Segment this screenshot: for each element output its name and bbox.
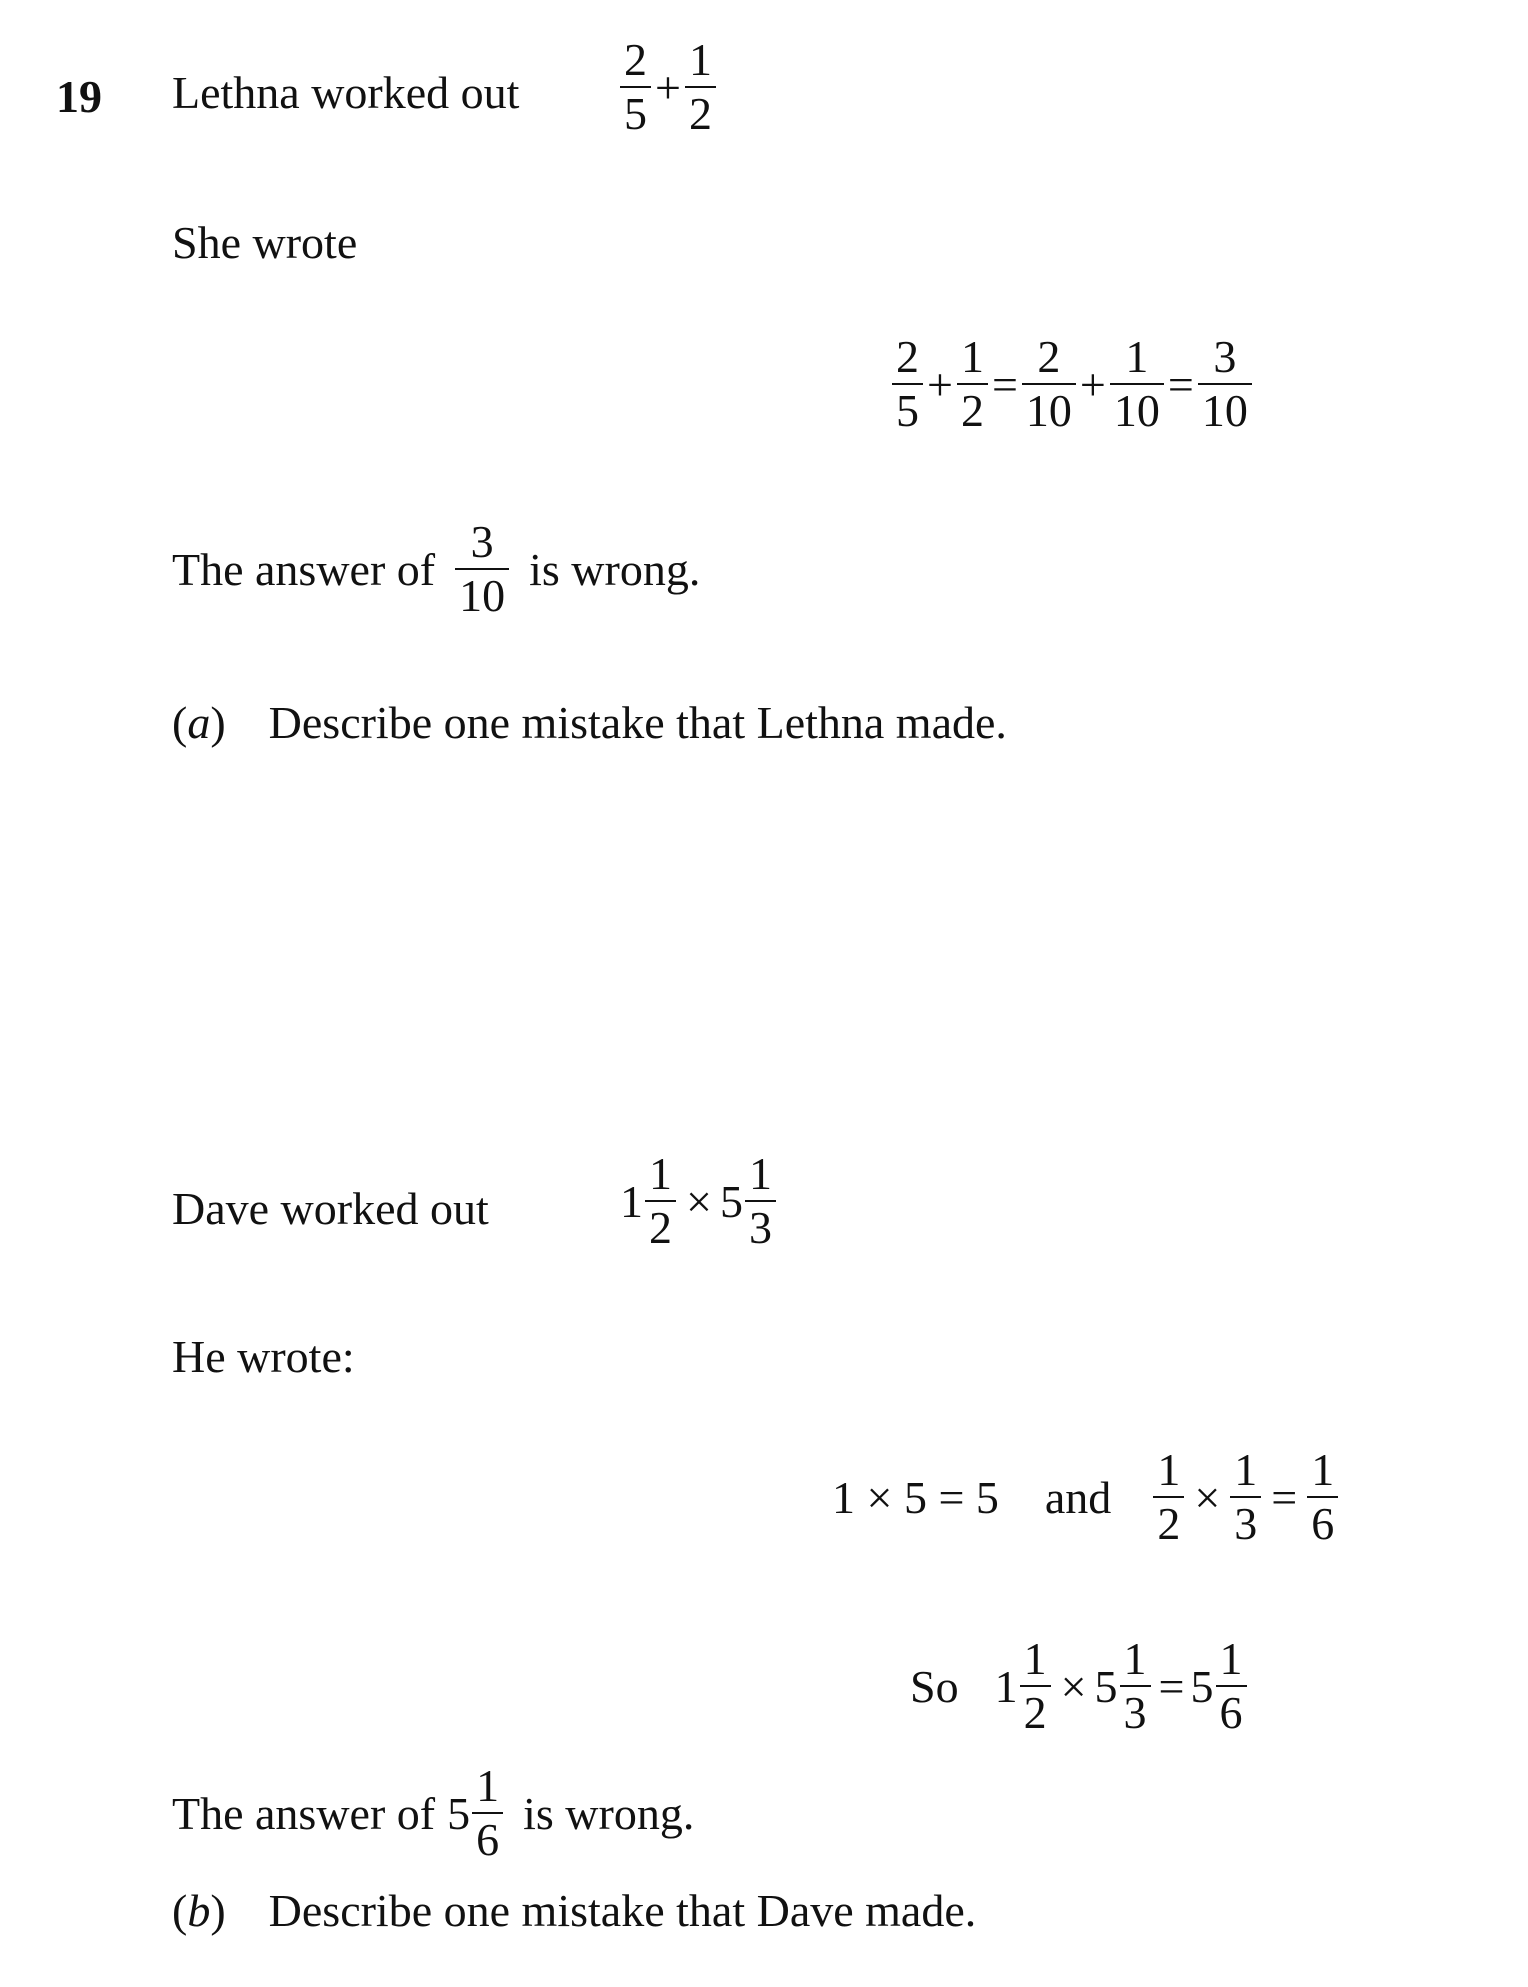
denominator: 2 [1023, 1687, 1047, 1739]
whole-number: 5 [1094, 1660, 1118, 1712]
equals-sign: = [1271, 1471, 1298, 1523]
question-a: (a) Describe one mistake that Lethna made. [172, 697, 1007, 748]
whole-number: 1 [620, 1175, 643, 1227]
fraction [1120, 1635, 1151, 1738]
denominator: 10 [1113, 385, 1160, 437]
lethna-working-expression [890, 333, 1254, 436]
numerator: 1 [1125, 331, 1149, 382]
numerator: 1 [1023, 1633, 1047, 1684]
fraction [892, 333, 923, 436]
fraction [1022, 333, 1076, 436]
dave-answer-statement [172, 1762, 694, 1865]
fraction [1307, 1446, 1338, 1549]
plus-operator: + [655, 61, 681, 113]
answer-suffix: is wrong. [529, 543, 701, 595]
numerator: 1 [1311, 1444, 1335, 1495]
numerator: 1 [960, 331, 984, 382]
denominator: 2 [688, 88, 712, 140]
fraction [1230, 1446, 1261, 1549]
equals-sign: = [1158, 1660, 1185, 1712]
numerator: 1 [1219, 1633, 1243, 1684]
denominator: 5 [624, 88, 647, 140]
dave-intro-expression [620, 1150, 778, 1253]
denominator: 3 [748, 1202, 772, 1254]
he-wrote-text: He wrote: [172, 1331, 355, 1382]
denominator: 10 [1025, 385, 1072, 437]
plus-operator: + [1079, 358, 1106, 410]
denominator: 10 [1201, 385, 1248, 437]
numerator: 2 [896, 331, 919, 382]
answer-prefix: The answer of [172, 1787, 436, 1839]
times-operator: × [1194, 1471, 1221, 1523]
fraction [645, 1150, 676, 1253]
times-operator: × [1060, 1660, 1087, 1712]
denominator: 5 [896, 385, 919, 437]
whole-number: 5 [447, 1787, 471, 1839]
fraction [957, 333, 988, 436]
question-number: 19 [56, 71, 102, 122]
answer-suffix: is wrong. [523, 1787, 695, 1839]
fraction [1020, 1635, 1051, 1738]
lethna-intro-expression [618, 36, 718, 139]
dave-intro-text: Dave worked out [172, 1183, 489, 1234]
numerator: 1 [476, 1760, 500, 1811]
fraction [455, 518, 509, 621]
denominator: 6 [476, 1814, 500, 1866]
answer-prefix: The answer of [172, 543, 436, 595]
denominator: 2 [1157, 1498, 1181, 1550]
numerator: 1 [649, 1148, 672, 1199]
numerator: 3 [470, 516, 494, 567]
denominator: 2 [960, 385, 984, 437]
whole-product-expression: 1 × 5 = 5 [832, 1471, 999, 1523]
dave-working-line-1 [832, 1446, 1340, 1549]
fraction [620, 36, 651, 139]
lethna-answer-statement [172, 518, 700, 621]
numerator: 1 [1123, 1633, 1147, 1684]
numerator: 1 [1157, 1444, 1181, 1495]
fraction [472, 1762, 503, 1865]
whole-number: 5 [719, 1175, 743, 1227]
numerator: 1 [688, 34, 712, 85]
fraction [1153, 1446, 1184, 1549]
numerator: 2 [1037, 331, 1061, 382]
numerator: 1 [748, 1148, 772, 1199]
fraction [1216, 1635, 1247, 1738]
she-wrote-text: She wrote [172, 217, 358, 268]
denominator: 3 [1123, 1687, 1147, 1739]
whole-number: 1 [994, 1660, 1018, 1712]
question-text: Describe one mistake that Dave made. [268, 1885, 977, 1936]
denominator: 3 [1234, 1498, 1258, 1550]
numerator: 3 [1213, 331, 1237, 382]
numerator: 2 [624, 34, 647, 85]
fraction [745, 1150, 776, 1253]
plus-operator: + [927, 358, 953, 410]
denominator: 6 [1219, 1687, 1243, 1739]
question-b: (b) Describe one mistake that Dave made. [172, 1885, 977, 1936]
question-text: Describe one mistake that Lethna made. [268, 697, 1007, 748]
equals-sign: = [991, 358, 1018, 410]
so-word: So [910, 1660, 959, 1712]
denominator: 2 [649, 1202, 672, 1254]
denominator: 10 [459, 570, 506, 622]
fraction [1198, 333, 1252, 436]
whole-number: 5 [1190, 1660, 1214, 1712]
fraction [1110, 333, 1164, 436]
denominator: 6 [1311, 1498, 1335, 1550]
fraction [685, 36, 716, 139]
dave-working-line-2 [910, 1635, 1249, 1738]
question-label: b [187, 1885, 211, 1936]
equals-sign: = [1167, 358, 1194, 410]
question-label: a [187, 697, 211, 748]
and-word: and [1044, 1471, 1112, 1523]
times-operator: × [686, 1175, 712, 1227]
lethna-intro-text: Lethna worked out [172, 67, 520, 118]
numerator: 1 [1234, 1444, 1258, 1495]
